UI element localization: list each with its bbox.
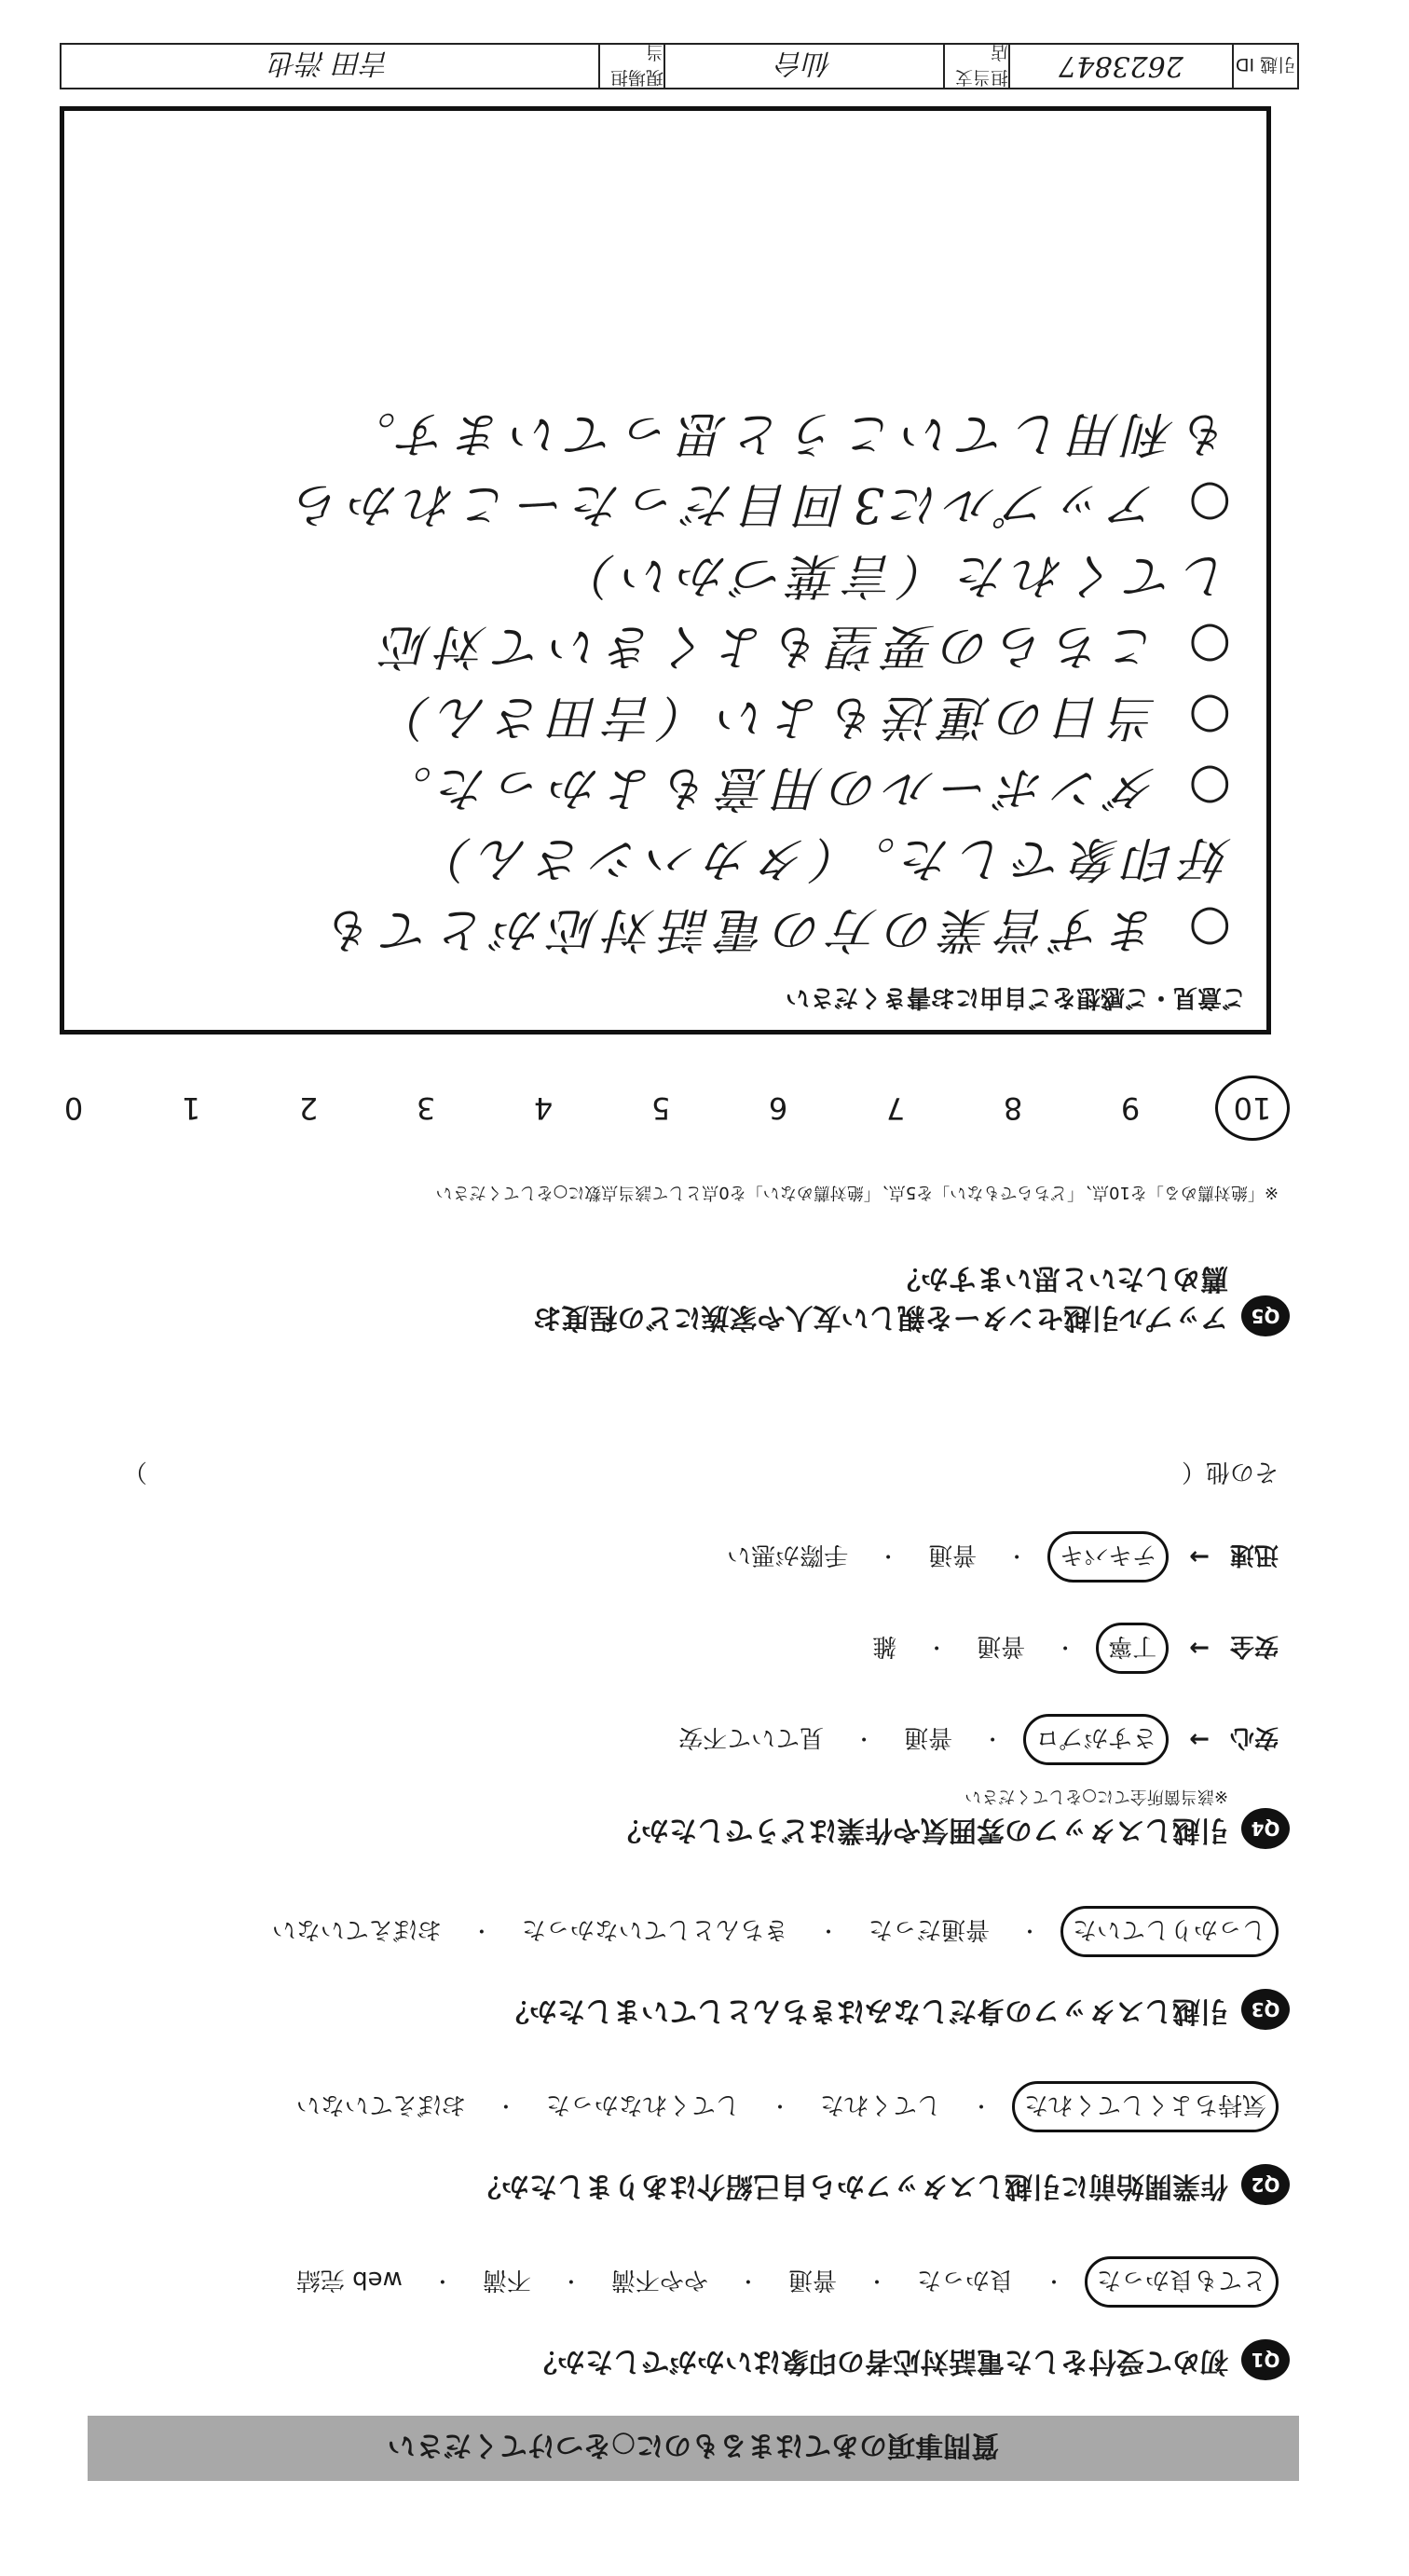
q4-row-jinsoku: 迅速 → テキパキ ・ 普通 ・ 手際が悪い [718, 1531, 1279, 1583]
comment-line: ○ こちらの要望もよくきいて対応 [376, 618, 1231, 674]
score-10[interactable]: 10 [1215, 1076, 1290, 1141]
q2-options: 気持ちよくしてくれた ・ してくれた ・ してくれなかった ・ おぼえていない [287, 2081, 1279, 2132]
question-q4 [613, 1786, 1290, 1849]
comment-line: ○ まず営業の方の電話対応がとても [320, 901, 1231, 957]
q2-option-3[interactable]: してくれなかった [545, 2090, 740, 2118]
id-label: 引越 ID [1232, 45, 1297, 88]
id-value: 2623847 [1008, 45, 1232, 88]
q5-score-scale [41, 1076, 1290, 1141]
q4-row-label: 迅速 [1229, 1541, 1279, 1569]
q4-note: ※該当箇所全てに○をしてください [964, 1787, 1228, 1806]
score-2[interactable]: 2 [298, 1090, 319, 1126]
q4-jinsoku-option-3[interactable]: 手際が悪い [727, 1541, 849, 1569]
q4-anzen-option-2[interactable]: 普通 [977, 1632, 1026, 1660]
q1-option-4[interactable]: やや不満 [610, 2266, 708, 2294]
q3-badge: Q3 [1241, 1989, 1290, 2030]
leader-label: 現場担当 [598, 45, 663, 88]
question-q1 [529, 2339, 1290, 2380]
instruction-banner: 質問事項のあてはまるものに○をつけてください [88, 2416, 1299, 2481]
comment-line: ○ ダンボールの用意もよかった。 [376, 760, 1231, 815]
q4-row-anzen: 安全 → 丁寧 ・ 普通 ・ 雑 [863, 1623, 1279, 1674]
q1-option-5[interactable]: 不満 [482, 2266, 531, 2294]
q1-option-1[interactable]: とても良かった [1085, 2256, 1279, 2308]
question-q3 [501, 1989, 1290, 2030]
score-3[interactable]: 3 [416, 1090, 436, 1126]
comment-line: ○ 当日の運送もよい（吉田さん） [376, 689, 1231, 745]
question-q2 [473, 2164, 1290, 2205]
q4-row-anshin: 安心 → さすがプロ ・ 普通 ・ 見ていて不安 [669, 1714, 1279, 1765]
q2-option-1[interactable]: 気持ちよくしてくれた [1012, 2081, 1279, 2132]
q4-other [123, 1457, 1279, 1491]
comment-box[interactable] [60, 106, 1271, 1035]
comment-line: してくれた（言葉づかい） [559, 547, 1231, 603]
q4-jinsoku-option-1[interactable]: テキパキ [1047, 1531, 1169, 1583]
question-q5 [520, 1258, 1290, 1336]
q4-anshin-option-3[interactable]: 見ていて不安 [678, 1723, 825, 1751]
q5-text: アップル引越センターを親しい友人や家族にどの程度お薦めしたいと思いますか？ [533, 1262, 1228, 1334]
q4-jinsoku-option-2[interactable]: 普通 [928, 1541, 978, 1569]
q2-badge: Q2 [1241, 2164, 1290, 2205]
q5-note: ※「絶対薦める」を10点、「どちらでもない」を5点、「絶対薦めない」を0点として該当点数に○をしてください [435, 1183, 1279, 1202]
q1-text: 初めて受付をした電話対応者の印象はいかがでしたか？ [529, 2345, 1228, 2377]
q1-badge: Q1 [1241, 2339, 1290, 2380]
q2-option-4[interactable]: おぼえていない [295, 2090, 466, 2118]
leader-value: 吉田 浩也 [269, 47, 390, 79]
q5-badge: Q5 [1241, 1295, 1290, 1336]
q4-text: 引越しスタッフの雰囲気や作業はどうでしたか？ [613, 1814, 1228, 1846]
comment-title: ご意見・ご感想をご自由にお書きください [785, 983, 1246, 1011]
q4-anzen-option-1[interactable]: 丁寧 [1096, 1623, 1169, 1674]
comment-line: 好印象でした。（タカハシさん） [416, 830, 1231, 886]
q3-option-2[interactable]: 普通だった [868, 1915, 990, 1943]
score-4[interactable]: 4 [533, 1090, 554, 1126]
q3-options: しっかりしていた ・ 普通だった ・ きちんとしていなかった ・ おぼえていない [263, 1906, 1279, 1957]
q3-option-4[interactable]: おぼえていない [271, 1915, 442, 1943]
q1-options: とても良かった ・ 良かった ・ 普通 ・ やや不満 ・ 不満 ・ web 完結 [287, 2256, 1279, 2308]
q3-text: 引越しスタッフの身だしなみはきちんとしていましたか？ [501, 1994, 1228, 2027]
branch-label: 担当支店 [943, 45, 1008, 88]
comment-text [83, 398, 1231, 965]
q4-row-label: 安全 [1229, 1632, 1279, 1660]
q2-text: 作業開始前に引越しスタッフから自己紹介はありましたか？ [473, 2170, 1228, 2202]
q4-other-label[interactable]: その他（ [1181, 1458, 1279, 1486]
score-0[interactable]: 0 [63, 1090, 84, 1126]
q3-option-3[interactable]: きちんとしていなかった [521, 1915, 788, 1943]
q2-option-2[interactable]: してくれた [819, 2090, 941, 2118]
q4-anzen-option-3[interactable]: 雑 [872, 1632, 897, 1660]
q3-option-1[interactable]: しっかりしていた [1060, 1906, 1279, 1957]
score-7[interactable]: 7 [885, 1090, 906, 1126]
score-5[interactable]: 5 [650, 1090, 671, 1126]
comment-line: も利用していこうと思っています。 [340, 405, 1231, 461]
score-1[interactable]: 1 [181, 1090, 201, 1126]
score-8[interactable]: 8 [1003, 1090, 1023, 1126]
q4-anshin-option-2[interactable]: 普通 [904, 1723, 953, 1751]
q4-other-close: ） [123, 1458, 148, 1486]
q4-anshin-option-1[interactable]: さすがプロ [1023, 1714, 1169, 1765]
score-6[interactable]: 6 [768, 1090, 788, 1126]
q1-option-6[interactable]: web 完結 [295, 2266, 403, 2294]
header-table [60, 43, 1299, 89]
q4-badge: Q4 [1241, 1808, 1290, 1849]
score-9[interactable]: 9 [1120, 1090, 1141, 1126]
comment-line: ○ アップルに3回目だったーこれから [286, 476, 1231, 532]
q4-row-label: 安心 [1229, 1723, 1279, 1751]
q1-option-3[interactable]: 普通 [787, 2266, 837, 2294]
q1-option-2[interactable]: 良かった [916, 2266, 1014, 2294]
branch-value: 仙台 [663, 45, 943, 88]
